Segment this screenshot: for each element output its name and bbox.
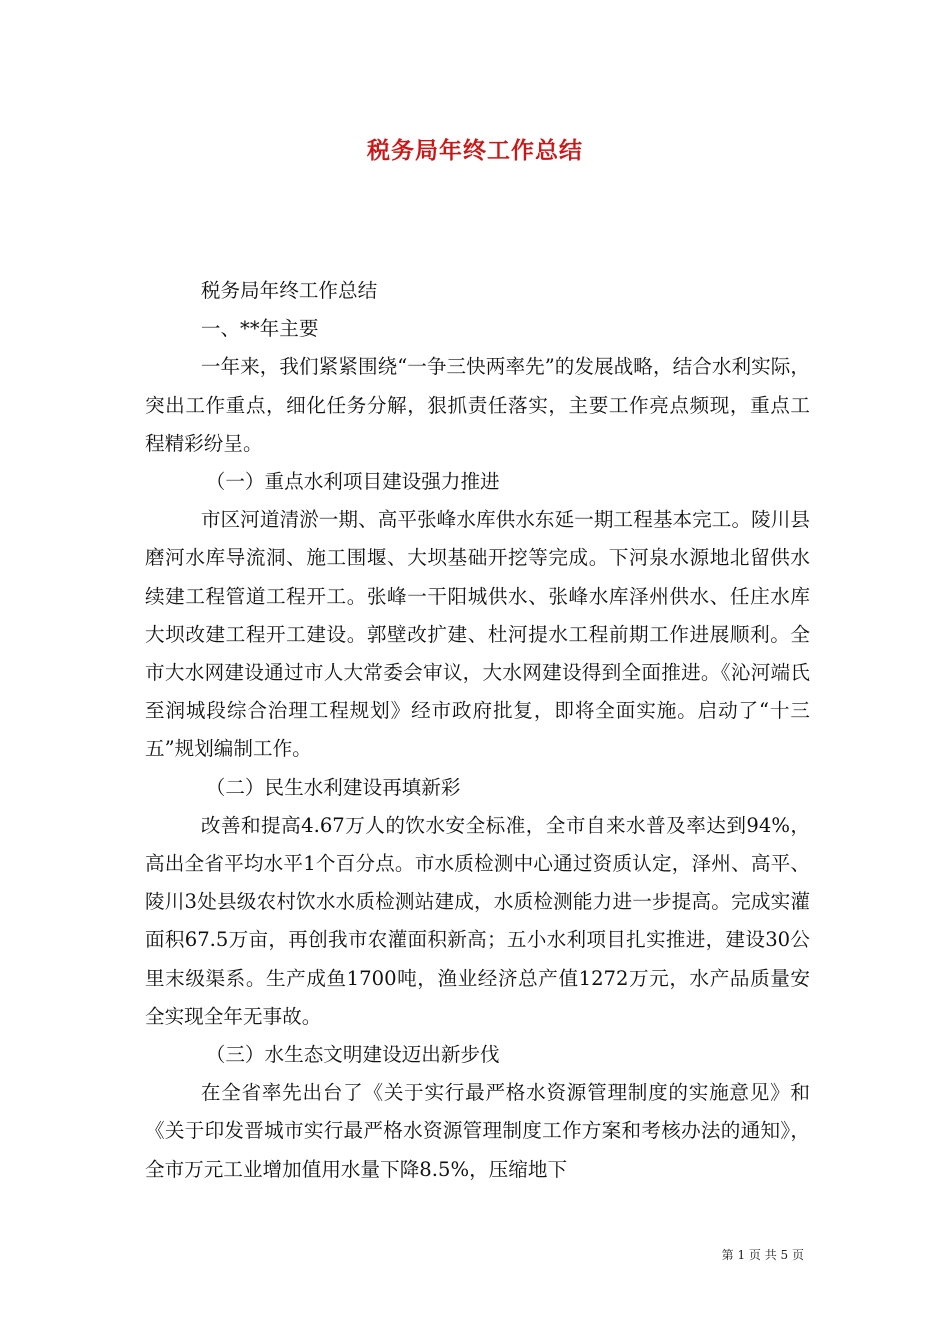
subsection-heading: （三）水生态文明建设迈出新步伐 [205, 1043, 500, 1067]
subsection-heading: （一）重点水利项目建设强力推进 [205, 470, 500, 494]
document-body [145, 272, 810, 1189]
paragraph: 在全省率先出台了《关于实行最严格水资源管理制度的实施意见》和《关于印发晋城市实行最严格水资源管理制度工作方案和考核办法的通知》，全市万元工业增加值用水量下降8.5%，压缩地下 [145, 1081, 810, 1181]
paragraph-heading: 税务局年终工作总结 [200, 279, 378, 302]
document-title: 税务局年终工作总结 [367, 137, 583, 164]
paragraph: 一年来，我们紧紧围绕“一争三快两率先”的发展战略，结合水利实际，突出工作重点，细化任务分解，狠抓责任落实，主要工作亮点频现，重点工程精彩纷呈。 [145, 355, 810, 455]
subsection-heading: （二）民生水利建设再填新彩 [205, 775, 461, 799]
page-number: 第 1 页 共 5 页 [721, 1248, 804, 1262]
paragraph: 市区河道清淤一期、高平张峰水库供水东延一期工程基本完工。陵川县磨河水库导流洞、施工围堰、大坝基础开挖等完成。下河泉水源地北留供水续建工程管道工程开工。张峰一干阳城供水、张峰水库泽州供水、任庄水库大坝改建工程开工建设。郭壁改扩建、杜河提水工程前期工作进展顺利。全市大水网建设通过市人大常委会审议，大水网建设得到全面推进。《沁河端氏至润城段综合治理工程规划》经市政府批复，即将全面实施。启动了“十三五”规划编制工作。 [145, 508, 810, 761]
section-heading: 一、**年主要 [200, 317, 319, 341]
paragraph: 改善和提高4.67万人的饮水安全标准，全市自来水普及率达到94%，高出全省平均水平1个百分点。市水质检测中心通过资质认定，泽州、高平、陵川3处县级农村饮水水质检测站建成，水质检测能力进一步提高。完成实灌面积67.5万亩，再创我市农灌面积新高；五小水利项目扎实推进，建设30公里末级渠系。生产成鱼1700吨，渔业经济总产值1272万元，水产品质量安全实现全年无事故。 [145, 813, 810, 1028]
